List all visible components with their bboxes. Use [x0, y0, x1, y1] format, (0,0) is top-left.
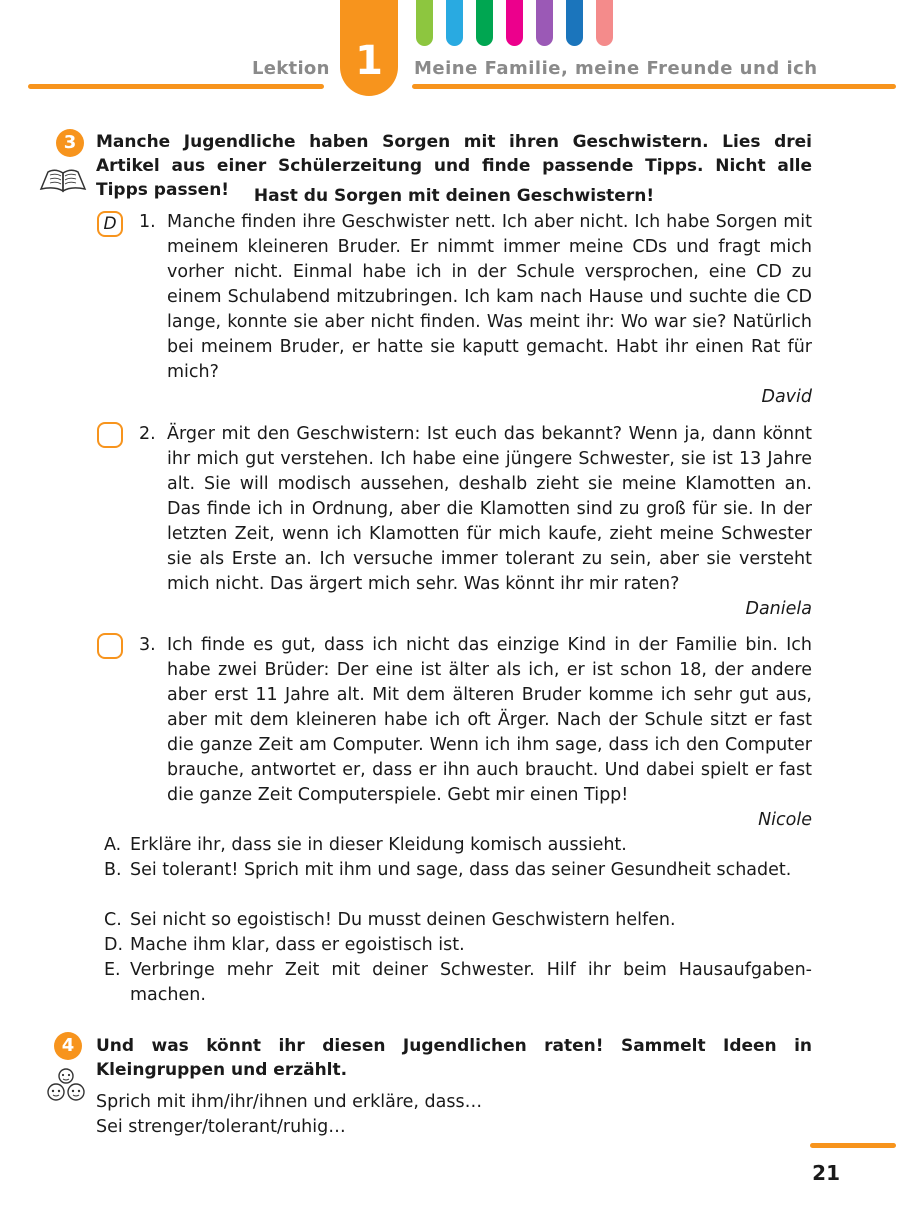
group-talk-icon [44, 1064, 88, 1104]
open-book-icon [38, 164, 88, 194]
task4-instruction: Und was könnt ihr diesen Jugendlichen raten! Sammelt Ideen in Kleingruppen und erzählt. [96, 1036, 812, 1080]
option-text-a: Erkläre ihr, dass sie in dieser Kleidung komisch aussieht. [130, 835, 627, 855]
color-tab [566, 0, 583, 46]
lektion-number: 1 [355, 38, 383, 84]
article-number-1: 1. [139, 212, 156, 232]
phrase-line-1: Sprich mit ihm/ihr/ihnen und erkläre, dass… [96, 1092, 483, 1112]
phrase-line-2: Sei strenger/tolerant/ruhig… [96, 1117, 346, 1137]
task3-instruction: Manche Jugendliche haben Sorgen mit ihren Geschwistern. Lies drei Artikel aus einer Schülerzeitung und finde passende Tipps. Nicht alle Tipps passen! [96, 132, 812, 200]
answer-box-2[interactable] [97, 422, 123, 448]
color-tab [446, 0, 463, 46]
option-letter-c: C. [104, 910, 122, 930]
option-text-b: Sei tolerant! Sprich mit ihm und sage, dass das seiner Gesundheit schadet. [130, 860, 792, 880]
answer-box-3[interactable] [97, 633, 123, 659]
article-author-2: Daniela [745, 599, 812, 619]
article-number-3: 3. [139, 635, 156, 655]
task-number-4: 4 [54, 1032, 82, 1060]
footer-rule [810, 1143, 896, 1148]
page-number: 21 [812, 1161, 840, 1185]
header-rule-left [28, 84, 324, 89]
option-letter-d: D. [104, 935, 124, 955]
task-number-3: 3 [56, 129, 84, 157]
chapter-title: Meine Familie, meine Freunde und ich [414, 58, 818, 79]
lektion-label: Lektion [252, 58, 330, 79]
answer-box-1[interactable]: D [97, 211, 123, 237]
color-tab [506, 0, 523, 46]
color-tab [476, 0, 493, 46]
article-author-3: Nicole [758, 810, 812, 830]
option-letter-e: E. [104, 960, 121, 980]
color-tab [536, 0, 553, 46]
article-text-1: Manche finden ihre Geschwister nett. Ich aber nicht. Ich habe Sorgen mit meinem kleineren Bruder. Er nimmt immer meine CDs und fragt mich vorher nicht. Einmal habe ich in der Schule versprochen, eine CD zu einem Schulabend mitzubringen. Ich kam nach Hause und suchte die CD lange, konnte sie aber nicht finden. Was meint ihr: Wo war sie? Natürlich bei meinem Bruder, er hatte sie kaputt gemacht. Habt ihr einen Rat für mich? [167, 212, 812, 382]
option-letter-a: A. [104, 835, 122, 855]
color-tab [596, 0, 613, 46]
header-rule-right [412, 84, 896, 89]
color-tab [416, 0, 433, 46]
article-author-1: David [761, 387, 812, 407]
article-number-2: 2. [139, 424, 156, 444]
option-text-e: Verbringe mehr Zeit mit deiner Schwester. Hilf ihr beim Hausaufgabenmachen. [130, 960, 812, 1005]
option-text-d: Mache ihm klar, dass er egoistisch ist. [130, 935, 465, 955]
articles-heading: Hast du Sorgen mit deinen Geschwistern! [253, 186, 655, 206]
option-letter-b: B. [104, 860, 122, 880]
article-text-2: Ärger mit den Geschwistern: Ist euch das bekannt? Wenn ja, dann könnt ihr mich gut verstehen. Ich habe eine jüngere Schwester, sie ist 13 Jahre alt. Sie will modisch aussehen, deshalb zieht sie meine Klamotten an. Das finde ich in Ordnung, aber die Klamotten sind zu groß für sie. In der letzten Zeit, wenn ich Klamotten für mich kaufe, zieht meine Schwester sie als Erste an. Ich versuche immer tolerant zu sein, aber sie versteht mich nicht. Das ärgert mich sehr. Was könnt ihr mir raten? [167, 424, 812, 594]
article-text-3: Ich finde es gut, dass ich nicht das einzige Kind in der Familie bin. Ich habe zwei Brüder: Der eine ist älter als ich, er ist schon 18, der andere aber erst 11 Jahre alt. Mit dem älteren Bruder komme ich sehr gut aus, aber mit dem kleineren habe ich oft Ärger. Nach der Schule sitzt er fast die ganze Zeit am Computer. Wenn ich ihm sage, dass ich den Computer brauche, antwortet er, dass er ihn auch braucht. Und dabei spielt er fast die ganze Zeit Computerspiele. Gebt mir einen Tipp! [167, 635, 812, 805]
option-text-c: Sei nicht so egoistisch! Du musst deinen Geschwistern helfen. [130, 910, 676, 930]
